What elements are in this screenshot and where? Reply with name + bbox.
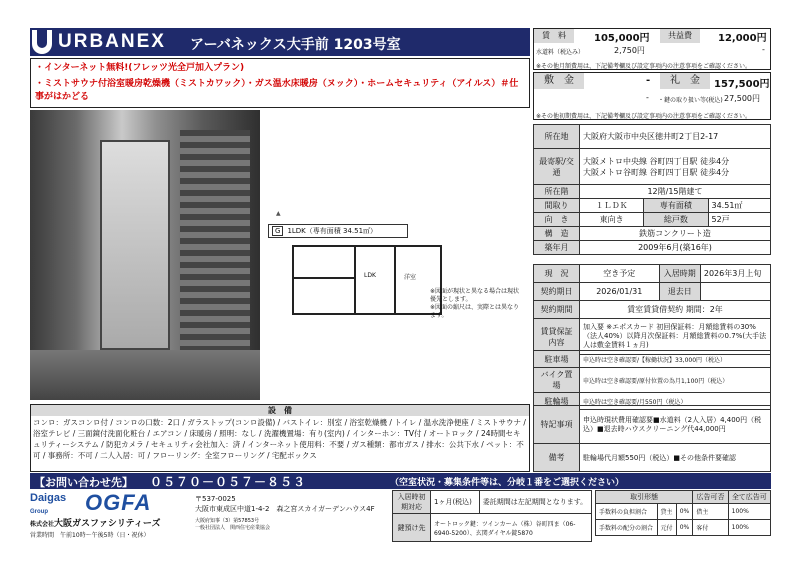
trade-table: [595, 490, 771, 536]
deposit-label-cell: 敷 金: [534, 73, 584, 89]
floorplan-note-2: ※図面の縮尺は、実際とは異なります。: [430, 304, 520, 319]
equipment-title: 設 備: [31, 405, 529, 416]
station-label: 最寄駅/交通: [534, 149, 580, 185]
features-box: [30, 58, 530, 108]
logo-text: URBANEX: [58, 31, 166, 52]
lock-label: 鍵預け先: [393, 514, 431, 542]
key-value: 157,500円: [714, 79, 770, 90]
floorplan-note-1: ※図面が現状と異なる場合は現状優先とします。: [430, 288, 520, 303]
full-ad-label: 全て広告可: [728, 491, 770, 504]
built-value: 2009年6月(築16年): [580, 241, 771, 255]
rent-label-cell: 賃 料: [534, 29, 574, 43]
bike-label: バイク置場: [534, 368, 580, 393]
lock-value: オートロック鍵：ツインカーム（株）谷町四ま（06-6940-5200）、玄関ダイヤル錠5870: [431, 514, 592, 542]
address: 大阪市東成区中道1-4-2 森之宮スカイガーデンハウス4F: [195, 505, 375, 513]
floorplan-area: [262, 210, 530, 400]
entry-value: 1ヶ月(税込): [431, 491, 480, 514]
area-value: 34.51㎡: [708, 199, 771, 213]
r2b: 0%: [676, 520, 693, 536]
r2a: 元付: [657, 520, 676, 536]
header-bar: [30, 28, 530, 56]
r1c: 借主: [693, 504, 728, 520]
footer-table: [392, 490, 592, 542]
common-value: 12,000円: [718, 33, 767, 44]
floorplan-notes: [430, 288, 520, 320]
floorplan-title-box: G 1LDK（専有面積 34.51㎡）: [268, 224, 408, 238]
key-sub-label: ・鍵の取り扱い等(税込): [658, 97, 723, 104]
rent-box: [533, 28, 771, 70]
remarks-label: 備考: [534, 444, 580, 472]
moveout-label: 退去日: [659, 283, 700, 301]
parking-value: 申込時は空き確認要/【稼働状況】33,000円（税込）: [580, 351, 771, 368]
expiry-value: 2026/01/31: [580, 283, 660, 301]
daigas-logo: [30, 492, 66, 516]
company-prefix: 株式会社: [30, 521, 55, 528]
bike-value: 申込時は空き確認要/原付位置の為月1,100円（税込）: [580, 368, 771, 393]
direction-label: 向 き: [534, 213, 580, 227]
floorplan-drawing: LDK 洋室: [292, 245, 442, 315]
movein-label: 入居時期: [659, 265, 700, 283]
status-table: [533, 264, 771, 355]
equipment-box: [30, 404, 530, 472]
expiry-label: 契約期日: [534, 283, 580, 301]
built-label: 築年月: [534, 241, 580, 255]
address-value: 大阪府大阪市中央区徳井町2丁目2-17: [580, 125, 771, 149]
key-label-cell: 礼 金: [660, 73, 710, 89]
r2-label: 手数料の配分の割合: [596, 520, 658, 536]
layout-value: １ＬＤＫ: [580, 199, 644, 213]
remarks-value: 駐輪場代月額550円（税込）■その他条件要確認: [580, 444, 771, 472]
period-label: 契約期間: [534, 301, 580, 319]
station-2: 大阪メトロ谷町線 谷町四丁目駅 徒歩4分: [583, 167, 730, 177]
contact-phone[interactable]: ０５７０－０５７－８５３: [150, 475, 307, 489]
floorplan-title: 1LDK（専有面積 34.51㎡）: [287, 227, 378, 235]
contact-label: 【お問い合わせ先】: [34, 476, 133, 489]
ad-label: 広告可否: [693, 491, 728, 504]
ogfa-logo: OGFA: [85, 490, 152, 515]
direction-value: 東向き: [580, 213, 644, 227]
daigas-text: Daigas: [30, 492, 67, 504]
area-label: 専有面積: [644, 199, 708, 213]
movein-value: 2026年3月上旬: [700, 265, 770, 283]
r1a: 貸主: [657, 504, 676, 520]
floorplan-caption: ▲: [276, 210, 281, 217]
r1-label: 手数料の負担割合: [596, 504, 658, 520]
license: 大阪府知事（3）第57853号: [195, 518, 260, 524]
contact-bar: [30, 473, 771, 489]
company-text: 大阪ガスファシリティーズ: [54, 519, 161, 529]
bicycle-value: 申込時は空き確認要/月550円（税込）: [580, 393, 771, 410]
moveout-value: [700, 283, 770, 301]
units-value: 52戸: [708, 213, 771, 227]
dash-2: -: [646, 93, 649, 102]
trade-label: 取引形態: [596, 491, 693, 504]
key-sub-value: 27,500円: [724, 94, 760, 103]
address-label: 所在地: [534, 125, 580, 149]
floor-label: 所在階: [534, 185, 580, 199]
guarantee-label: 賃貸保証内容: [534, 319, 580, 355]
r1d: 100%: [728, 504, 770, 520]
r2c: 客付: [693, 520, 728, 536]
footer: [30, 490, 771, 542]
company-address: [195, 494, 395, 531]
special-label: 特記事項: [534, 406, 580, 444]
deposit-box: [533, 72, 771, 120]
r2d: 100%: [728, 520, 770, 536]
contact-note: （空室状況・募集条件等は、分岐１番をご選択ください）: [390, 478, 625, 488]
special-value: 申込時現状費用確認要■水道料（2人入居）4,400円（税込）■退去時ハウスクリーニング代44,000円: [580, 406, 771, 444]
logo-icon: [32, 30, 52, 54]
special-table: [533, 405, 771, 472]
common-label-cell: 共益費: [660, 29, 700, 43]
deposit-note: ※その他初期費用は、下記備考欄及び設定事項内の注意事項をご確認ください。: [536, 113, 752, 120]
layout-label: 間取り: [534, 199, 580, 213]
units-label: 総戸数: [644, 213, 708, 227]
status-value: 空き予定: [580, 265, 660, 283]
business-hours: 営業時間 午前10時〜午後5時（日・祝休）: [30, 532, 150, 539]
entry-label: 入居時初期対応: [393, 491, 431, 514]
feature-list: ・ミストサウナ付浴室暖房乾燥機（ミストカワック）・ガス温水床暖房（ヌック）・ホームセキュリティ（アイルス）＃仕事がはかどる: [35, 79, 519, 102]
property-title: アーバネックス大手前 1203号室: [190, 37, 401, 53]
deposit-value: -: [646, 75, 651, 86]
period-value: 賃室賃貸借契約 期間：2年: [580, 301, 771, 319]
station-1: 大阪メトロ中央線 谷町四丁目駅 徒歩4分: [583, 156, 730, 166]
water-value: 2,750円: [614, 46, 645, 55]
entrance-photo: [30, 110, 260, 400]
info-table: [533, 124, 771, 255]
company-name: [30, 516, 161, 529]
structure-value: 鉄筋コンクリート造: [580, 227, 771, 241]
guarantee-value: 加入要 ※エポスカード 初回保証料：月額総賃料の30%（法人40%）以降月次保証料：月額総賃料の0.7%(大手法人は敷金賃料１ヵ月): [580, 319, 771, 355]
rent-note: ※その他月額費用は、下記備考欄及び設定事項内の注意事項をご確認ください。: [536, 63, 752, 70]
feature-internet: ・インターネット無料!(フレッツ光全戸加入プラン): [35, 63, 245, 73]
r1b: 0%: [676, 504, 693, 520]
floor-value: 12階/15階建て: [580, 185, 771, 199]
commission: 委託期間は左記期間となります。: [479, 491, 591, 514]
equipment-text: コンロ：ガスコンロ付 / コンロの口数：2口 / ガラストップ(コンロ設備) / バストイレ：別室 / 浴室乾燥機 / トイレ / 温水洗浄便座 / ミストサウナ / 浴室テレビ / 三面鏡付洗面化粧台 / エアコン / 床暖房 / 照明：なし / 洗濯機置場：有り(室内) / インターホン：TV付 / オートロック / 24時間セキュリティーシステム / 防犯カメラ / セキュリティ会社加入：済 / インターネット使用料：不要 / ガス種類：都市ガス / 排水：公共下水 / ペット：不可 / 事務所：不可 / 二人入居：可 / フローリング：全室フローリング / 宅配ボックス: [33, 418, 526, 460]
rent-value: 105,000円: [594, 33, 650, 44]
structure-label: 構 造: [534, 227, 580, 241]
water-dash: -: [762, 45, 765, 54]
status-label: 現 況: [534, 265, 580, 283]
parking-label: 駐車場: [534, 351, 580, 368]
bicycle-label: 駐輪場: [534, 393, 580, 410]
water-label: 水道料（税込み）: [536, 49, 585, 56]
parking-table: [533, 350, 771, 410]
assoc: 一般社団法人 関西住宅産業協会: [195, 525, 271, 531]
postal: 〒537-0025: [195, 495, 236, 503]
group-text: Group: [30, 509, 48, 515]
